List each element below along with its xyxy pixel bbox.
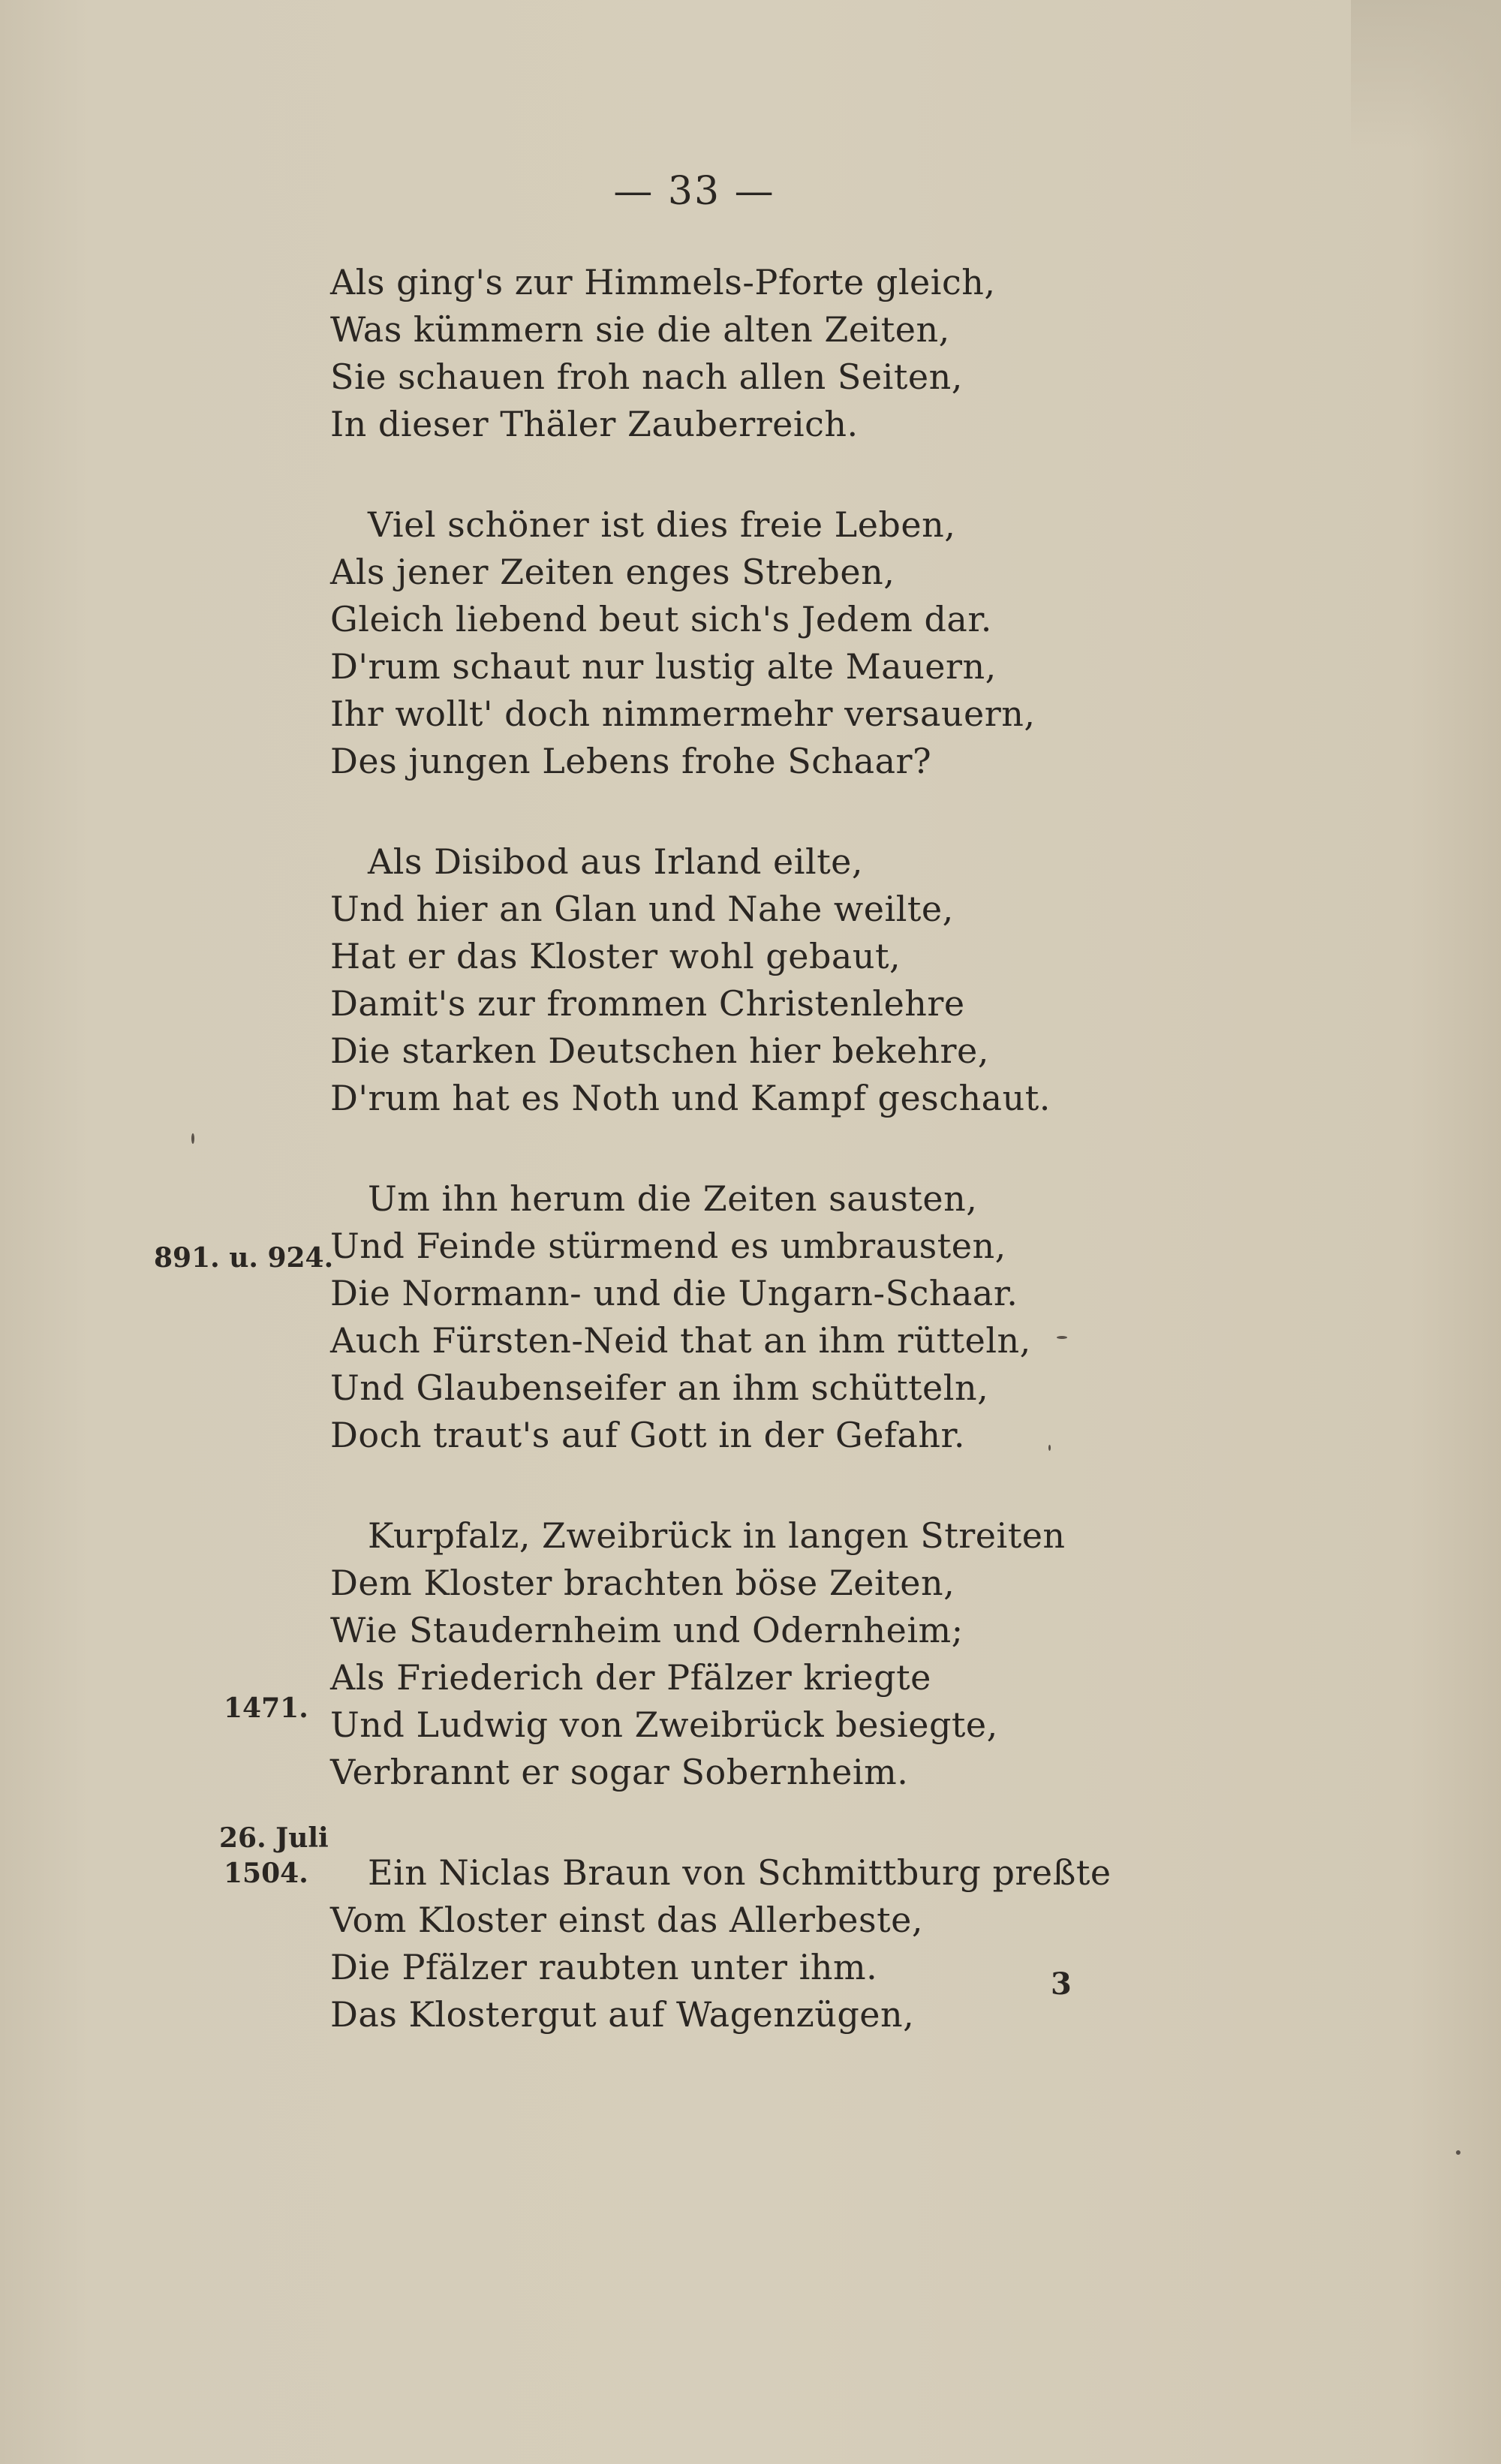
verse-line: Wie Staudernheim und Odernheim; (330, 1610, 964, 1650)
verse-line: Als jener Zeiten enges Streben, (330, 552, 895, 592)
verse-line: Ihr wollt' doch nimmermehr versauern, (330, 693, 1036, 734)
verse-line: Um ihn herum die Zeiten sausten, (368, 1178, 978, 1219)
stanza (330, 1175, 1081, 1459)
verse-line: Vom Kloster einst das Allerbeste, (330, 1900, 923, 1940)
verse-line: Ein Niclas Braun von Schmittburg preßte (368, 1852, 1111, 1893)
ink-speck (1057, 1336, 1067, 1339)
verse-line: Die Pfälzer raubten unter ihm. (330, 1947, 878, 1987)
verse-line: Sie schauen froh nach allen Seiten, (330, 357, 963, 397)
verse-line: In dieser Thäler Zauberreich. (330, 404, 859, 444)
stanza (330, 501, 1081, 785)
verse-line: Und Glaubenseifer an ihm schütteln, (330, 1367, 989, 1408)
ink-speck (1048, 1445, 1051, 1451)
verse-line: Und hier an Glan und Nahe weilte, (330, 889, 954, 929)
stanza (330, 1849, 1111, 2038)
verse-line: Dem Kloster brachten böse Zeiten, (330, 1563, 955, 1603)
ink-speck (1456, 2150, 1460, 2155)
verse-line: Was kümmern sie die alten Zeiten, (330, 309, 950, 350)
verse-line: Verbrannt er sogar Sobernheim. (330, 1752, 909, 1792)
margin-note-braun-date: 26. Juli (219, 1822, 329, 1854)
verse-line: Doch traut's auf Gott in der Gefahr. (330, 1415, 966, 1455)
verse-line: Hat er das Kloster wohl gebaut, (330, 936, 901, 976)
verse-line: D'rum hat es Noth und Kampf geschaut. (330, 1078, 1051, 1118)
margin-note-sobernheim: 1471. (224, 1692, 308, 1724)
ink-speck (191, 1133, 194, 1144)
poem-body (330, 259, 1111, 2092)
page-number: — 33 — (613, 169, 775, 214)
verse-line: Und Feinde stürmend es umbrausten, (330, 1226, 1006, 1266)
verse-line: D'rum schaut nur lustig alte Mauern, (330, 646, 997, 687)
stanza (330, 1512, 1081, 1796)
verse-line: Damit's zur frommen Christenlehre (330, 983, 965, 1024)
verse-line: Und Ludwig von Zweibrück besiegte, (330, 1704, 998, 1745)
stanza (330, 259, 1081, 448)
verse-line: Kurpfalz, Zweibrück in langen Streiten (368, 1515, 1066, 1556)
stanza (330, 838, 1081, 1122)
verse-line: Gleich liebend beut sich's Jedem dar. (330, 599, 992, 639)
verse-line: Viel schöner ist dies freie Leben, (368, 504, 956, 545)
verse-line: Des jungen Lebens frohe Schaar? (330, 741, 932, 781)
signature-mark: 3 (1051, 1966, 1072, 2002)
verse-line: Als Disibod aus Irland eilte, (368, 841, 864, 882)
verse-line: Als Friederich der Pfälzer kriegte (330, 1657, 931, 1698)
verse-line: Als ging's zur Himmels-Pforte gleich, (330, 262, 996, 302)
margin-note-braun-year: 1504. (224, 1858, 308, 1889)
verse-line: Die Normann- und die Ungarn-Schaar. (330, 1273, 1018, 1313)
verse-line: Auch Fürsten-Neid that an ihm rütteln, (330, 1320, 1031, 1361)
margin-note-normans: 891. u. 924. (154, 1242, 334, 1274)
verse-line: Das Klostergut auf Wagenzügen, (330, 1994, 915, 2035)
verse-line: Die starken Deutschen hier bekehre, (330, 1030, 989, 1071)
page-shadow (1351, 0, 1501, 150)
